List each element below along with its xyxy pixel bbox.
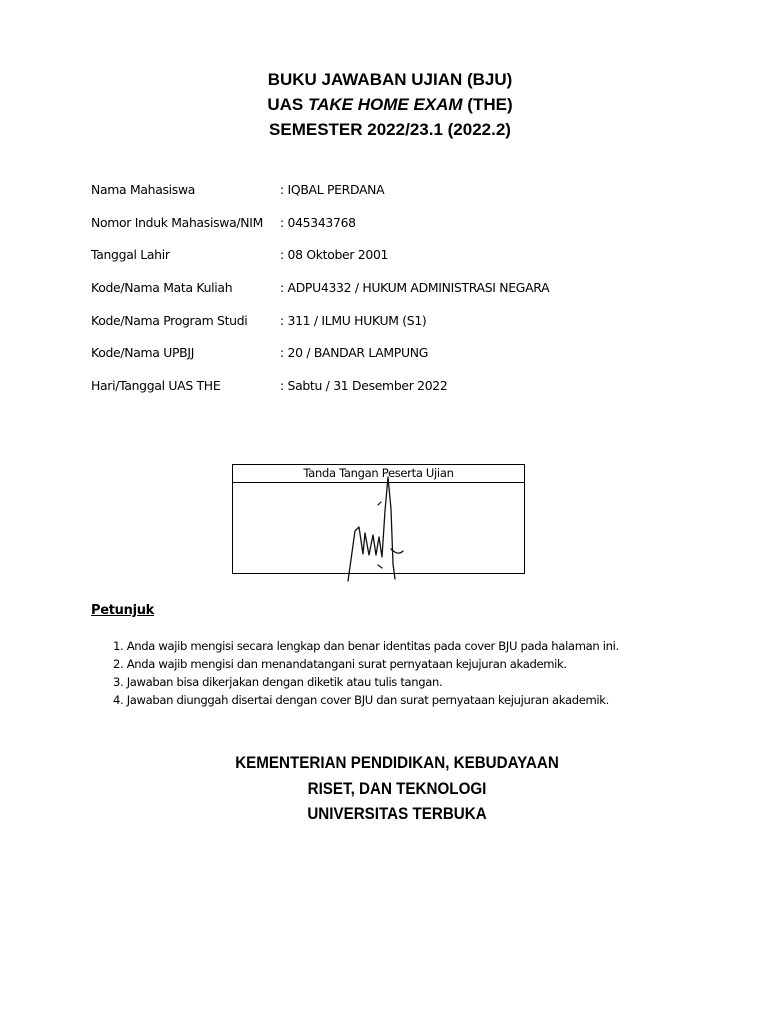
identity-value: : 311 / ILMU HUKUM (S1) — [280, 312, 427, 328]
identity-section — [91, 180, 691, 409]
footer-line-2: RISET, DAN TEKNOLOGI — [307, 779, 487, 798]
identity-row-nim — [91, 213, 691, 246]
title-line-2-suffix: (THE) — [462, 95, 513, 114]
instruction-item: 4. Jawaban diunggah disertai dengan cover BJU dan surat pernyataan kejujuran akademik. — [113, 693, 610, 707]
identity-label: Nomor Induk Mahasiswa/NIM — [91, 214, 263, 230]
document-title — [0, 67, 768, 142]
identity-label: Nama Mahasiswa — [91, 182, 196, 197]
title-line-1: BUKU JAWABAN UJIAN (BJU) — [267, 70, 513, 89]
identity-value: : IQBAL PERDANA — [280, 182, 385, 197]
identity-row-exam-date — [91, 376, 691, 409]
instructions-list — [113, 637, 619, 709]
title-line-3: SEMESTER 2022/23.1 (2022.2) — [269, 120, 511, 139]
identity-label: Tanggal Lahir — [91, 247, 170, 263]
identity-value: : 08 Oktober 2001 — [280, 247, 389, 263]
footer-line-1: KEMENTERIAN PENDIDIKAN, KEBUDAYAAN — [235, 754, 559, 772]
identity-row-course — [91, 278, 691, 311]
handwritten-signature — [333, 469, 423, 589]
instruction-item: 1. Anda wajib mengisi secara lengkap dan benar identitas pada cover BJU pada halaman ini. — [113, 639, 619, 653]
identity-value: : ADPU4332 / HUKUM ADMINISTRASI NEGARA — [280, 280, 550, 296]
instruction-item: 2. Anda wajib mengisi dan menandatangani surat pernyataan kejujuran akademik. — [113, 657, 567, 671]
title-line-2-prefix: UAS — [267, 95, 308, 114]
identity-label: Kode/Nama Mata Kuliah — [91, 280, 233, 296]
identity-row-birthdate — [91, 245, 691, 278]
identity-row-upbjj — [91, 343, 691, 376]
identity-row-program — [91, 311, 691, 344]
institution-footer — [32, 751, 762, 828]
signature-box-header: Tanda Tangan Peserta Ujian — [233, 465, 524, 483]
identity-value: : Sabtu / 31 Desember 2022 — [280, 378, 448, 394]
identity-label: Hari/Tanggal UAS THE — [91, 378, 221, 394]
identity-value: : 20 / BANDAR LAMPUNG — [280, 345, 428, 361]
title-line-2 — [0, 92, 768, 117]
identity-row-name — [91, 180, 691, 213]
identity-value: : 045343768 — [280, 214, 356, 230]
instructions-heading: Petunjuk — [91, 603, 155, 618]
identity-label: Kode/Nama UPBJJ — [91, 345, 195, 361]
instruction-item: 3. Jawaban bisa dikerjakan dengan diketik atau tulis tangan. — [113, 675, 443, 689]
footer-line-3: UNIVERSITAS TERBUKA — [307, 805, 487, 823]
signature-box — [232, 464, 525, 574]
identity-label: Kode/Nama Program Studi — [91, 312, 248, 328]
title-line-2-italic: TAKE HOME EXAM — [308, 95, 463, 114]
